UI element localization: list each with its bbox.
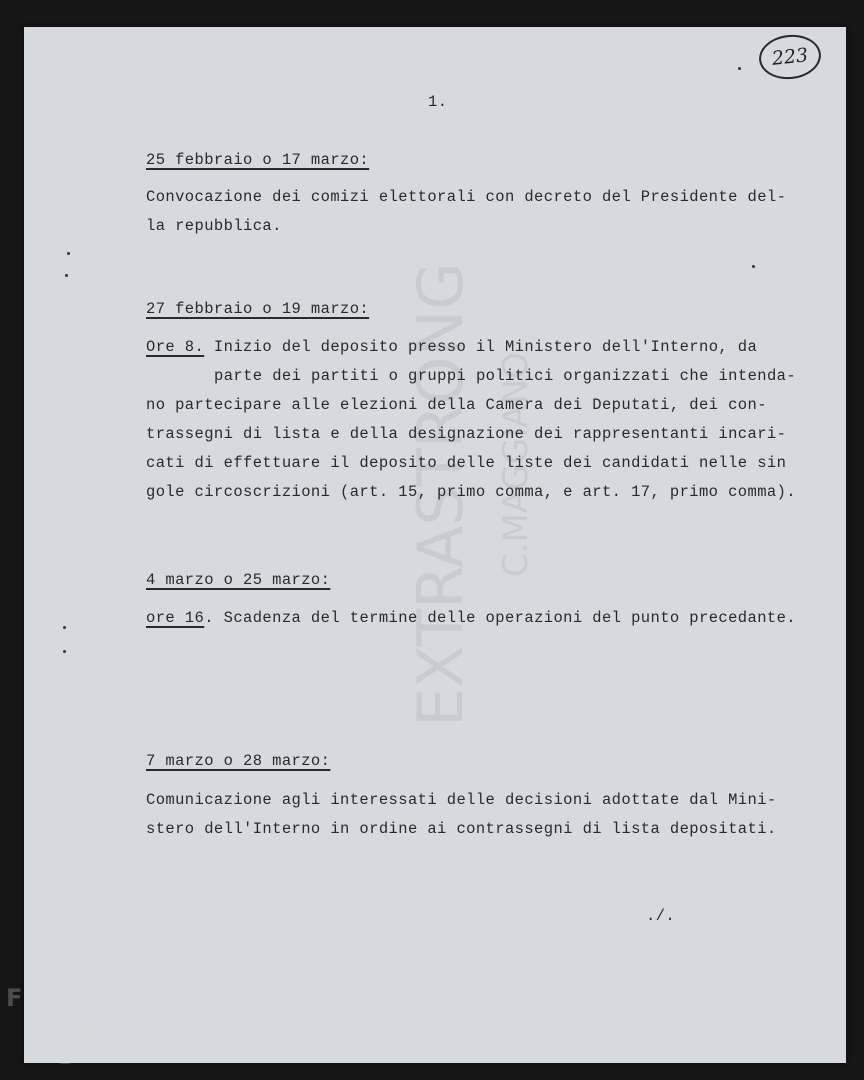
margin-mark: [752, 265, 755, 268]
section-2-line-3: no partecipare alle elezioni della Camera dei Deputati, dei con-: [146, 396, 767, 414]
logo-suffix: onlus: [176, 1044, 206, 1057]
section-2-date: 27 febbraio o 19 marzo:: [146, 300, 370, 318]
section-2-line-2: parte dei partiti o gruppi politici organizzati che intenda-: [214, 367, 797, 385]
fondazione-gramsci-logo: [6, 984, 226, 1074]
section-1-line-2: la repubblica.: [146, 217, 282, 235]
margin-mark: [65, 274, 68, 277]
section-4-line-1: Comunicazione agli interessati delle decisioni adottate dal Mini-: [146, 791, 777, 809]
margin-mark: [63, 626, 66, 629]
section-2-line-6: gole circoscrizioni (art. 15, primo comma, e art. 17, primo comma).: [146, 483, 797, 501]
folio-number: [757, 32, 823, 82]
section-3-first-line: [146, 603, 796, 633]
logo-line2: RAMSCI: [90, 1014, 193, 1039]
page-number: 1.: [428, 93, 448, 111]
section-3-time: ore 16: [146, 609, 205, 627]
watermark-line1: EXTRASTRONG: [404, 262, 477, 727]
watermark-line2: C.MAGGIANO: [496, 352, 536, 577]
section-2-first-line: [146, 332, 757, 362]
section-2-line-4: trassegni di lista e della designazione dei rappresentanti incari-: [146, 425, 787, 443]
section-4-line-2: stero dell'Interno in ordine ai contrassegni di lista depositati.: [146, 820, 777, 838]
section-4-date: 7 marzo o 28 marzo:: [146, 752, 331, 770]
margin-mark: [67, 252, 70, 255]
document-page: [24, 27, 846, 1063]
logo-g-icon: [40, 1014, 90, 1064]
section-3-date: 4 marzo o 25 marzo:: [146, 571, 331, 589]
margin-mark: [63, 650, 66, 653]
section-3-line-1: . Scadenza del termine delle operazioni del punto precedante.: [204, 609, 797, 627]
section-2-time: Ore 8.: [146, 338, 205, 356]
margin-mark: [738, 67, 741, 70]
section-2-line-1: Inizio del deposito presso il Ministero dell'Interno, da: [204, 338, 758, 356]
section-1-line-1: Convocazione dei comizi elettorali con decreto del Presidente del-: [146, 188, 787, 206]
section-2-line-5: cati di effettuare il deposito delle liste dei candidati nelle sin: [146, 454, 787, 472]
section-1-date: 25 febbraio o 17 marzo:: [146, 151, 370, 169]
logo-line1: FONDAZIONE: [6, 984, 195, 1012]
continuation-mark: ./.: [646, 907, 676, 925]
folio-number-text: 223: [770, 44, 810, 70]
